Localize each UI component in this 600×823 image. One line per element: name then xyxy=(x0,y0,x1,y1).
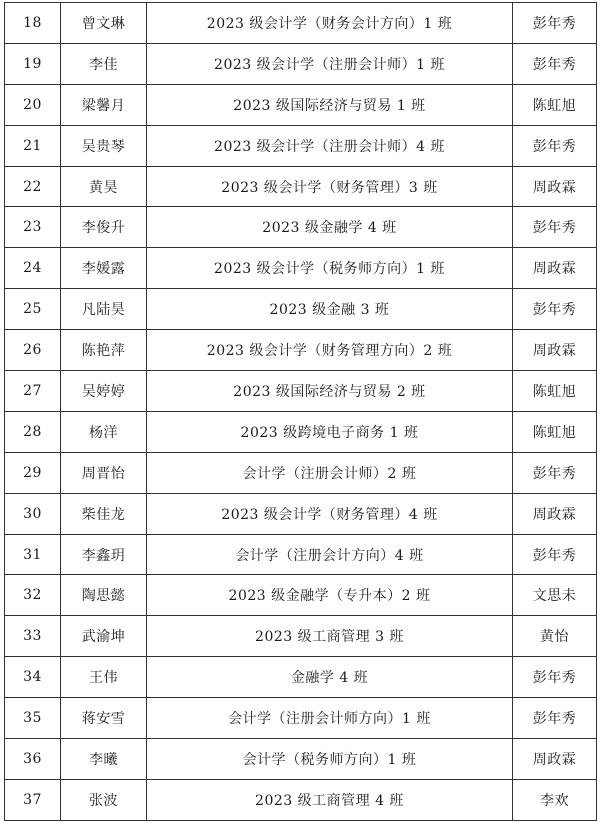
row-number-cell: 37 xyxy=(5,779,61,820)
table-row xyxy=(5,411,597,452)
table-row xyxy=(5,207,597,248)
table-row xyxy=(5,330,597,371)
student-name-cell: 李俊升 xyxy=(61,207,147,248)
table-row xyxy=(5,248,597,289)
row-number-cell: 29 xyxy=(5,452,61,493)
student-name-cell: 王伟 xyxy=(61,657,147,698)
student-name-cell: 吴婷婷 xyxy=(61,371,147,412)
teacher-name-cell: 彭年秀 xyxy=(513,3,597,44)
class-name-cell: 2023 级国际经济与贸易 2 班 xyxy=(147,371,513,412)
student-name-cell: 梁馨月 xyxy=(61,84,147,125)
student-name-cell: 周晋怡 xyxy=(61,452,147,493)
teacher-name-cell: 彭年秀 xyxy=(513,452,597,493)
class-name-cell: 2023 级会计学（注册会计师）4 班 xyxy=(147,125,513,166)
teacher-name-cell: 彭年秀 xyxy=(513,207,597,248)
student-name-cell: 张波 xyxy=(61,779,147,820)
student-name-cell: 柴佳龙 xyxy=(61,493,147,534)
teacher-name-cell: 周政霖 xyxy=(513,739,597,780)
class-name-cell: 会计学（税务师方向）1 班 xyxy=(147,739,513,780)
class-name-cell: 会计学（注册会计师方向）1 班 xyxy=(147,698,513,739)
teacher-name-cell: 彭年秀 xyxy=(513,125,597,166)
student-name-cell: 吴贵琴 xyxy=(61,125,147,166)
teacher-name-cell: 彭年秀 xyxy=(513,534,597,575)
student-name-cell: 李媛露 xyxy=(61,248,147,289)
row-number-cell: 18 xyxy=(5,3,61,44)
class-name-cell: 2023 级工商管理 4 班 xyxy=(147,779,513,820)
row-number-cell: 34 xyxy=(5,657,61,698)
table-row xyxy=(5,534,597,575)
row-number-cell: 26 xyxy=(5,330,61,371)
student-name-cell: 凡陆昊 xyxy=(61,289,147,330)
row-number-cell: 30 xyxy=(5,493,61,534)
row-number-cell: 32 xyxy=(5,575,61,616)
teacher-name-cell: 周政霖 xyxy=(513,248,597,289)
table-row xyxy=(5,43,597,84)
row-number-cell: 27 xyxy=(5,371,61,412)
row-number-cell: 25 xyxy=(5,289,61,330)
table-row xyxy=(5,371,597,412)
teacher-name-cell: 黄怡 xyxy=(513,616,597,657)
class-name-cell: 2023 级会计学（财务管理方向）2 班 xyxy=(147,330,513,371)
row-number-cell: 36 xyxy=(5,739,61,780)
student-name-cell: 陈艳萍 xyxy=(61,330,147,371)
table-row xyxy=(5,739,597,780)
class-name-cell: 2023 级跨境电子商务 1 班 xyxy=(147,411,513,452)
class-name-cell: 2023 级会计学（财务会计方向）1 班 xyxy=(147,3,513,44)
table-row xyxy=(5,452,597,493)
table-row xyxy=(5,698,597,739)
student-name-cell: 武渝坤 xyxy=(61,616,147,657)
row-number-cell: 33 xyxy=(5,616,61,657)
table-row xyxy=(5,166,597,207)
student-name-cell: 黄昊 xyxy=(61,166,147,207)
row-number-cell: 35 xyxy=(5,698,61,739)
row-number-cell: 20 xyxy=(5,84,61,125)
row-number-cell: 23 xyxy=(5,207,61,248)
teacher-name-cell: 周政霖 xyxy=(513,166,597,207)
class-name-cell: 2023 级金融学（专升本）2 班 xyxy=(147,575,513,616)
student-name-cell: 杨洋 xyxy=(61,411,147,452)
teacher-name-cell: 陈虹旭 xyxy=(513,371,597,412)
teacher-name-cell: 陈虹旭 xyxy=(513,84,597,125)
teacher-name-cell: 彭年秀 xyxy=(513,43,597,84)
table-row xyxy=(5,289,597,330)
student-name-cell: 李曦 xyxy=(61,739,147,780)
class-name-cell: 2023 级国际经济与贸易 1 班 xyxy=(147,84,513,125)
table-row xyxy=(5,84,597,125)
table-row xyxy=(5,3,597,44)
table-row xyxy=(5,779,597,820)
row-number-cell: 19 xyxy=(5,43,61,84)
teacher-name-cell: 周政霖 xyxy=(513,330,597,371)
row-number-cell: 22 xyxy=(5,166,61,207)
student-name-cell: 李鑫玥 xyxy=(61,534,147,575)
table-row xyxy=(5,125,597,166)
row-number-cell: 24 xyxy=(5,248,61,289)
teacher-name-cell: 周政霖 xyxy=(513,493,597,534)
student-name-cell: 曾文琳 xyxy=(61,3,147,44)
student-name-cell: 李佳 xyxy=(61,43,147,84)
student-table xyxy=(4,2,597,821)
teacher-name-cell: 陈虹旭 xyxy=(513,411,597,452)
teacher-name-cell: 彭年秀 xyxy=(513,289,597,330)
teacher-name-cell: 文思未 xyxy=(513,575,597,616)
class-name-cell: 2023 级会计学（财务管理）4 班 xyxy=(147,493,513,534)
student-name-cell: 蒋安雪 xyxy=(61,698,147,739)
table-row xyxy=(5,575,597,616)
table-row xyxy=(5,493,597,534)
class-name-cell: 金融学 4 班 xyxy=(147,657,513,698)
row-number-cell: 31 xyxy=(5,534,61,575)
row-number-cell: 28 xyxy=(5,411,61,452)
row-number-cell: 21 xyxy=(5,125,61,166)
class-name-cell: 2023 级金融 3 班 xyxy=(147,289,513,330)
class-name-cell: 2023 级会计学（财务管理）3 班 xyxy=(147,166,513,207)
table-row xyxy=(5,657,597,698)
table-row xyxy=(5,616,597,657)
teacher-name-cell: 彭年秀 xyxy=(513,698,597,739)
class-name-cell: 2023 级会计学（注册会计师）1 班 xyxy=(147,43,513,84)
student-table-body xyxy=(5,3,597,821)
class-name-cell: 2023 级工商管理 3 班 xyxy=(147,616,513,657)
teacher-name-cell: 彭年秀 xyxy=(513,657,597,698)
class-name-cell: 会计学（注册会计方向）4 班 xyxy=(147,534,513,575)
class-name-cell: 2023 级会计学（税务师方向）1 班 xyxy=(147,248,513,289)
class-name-cell: 2023 级金融学 4 班 xyxy=(147,207,513,248)
class-name-cell: 会计学（注册会计师）2 班 xyxy=(147,452,513,493)
student-name-cell: 陶思懿 xyxy=(61,575,147,616)
teacher-name-cell: 李欢 xyxy=(513,779,597,820)
